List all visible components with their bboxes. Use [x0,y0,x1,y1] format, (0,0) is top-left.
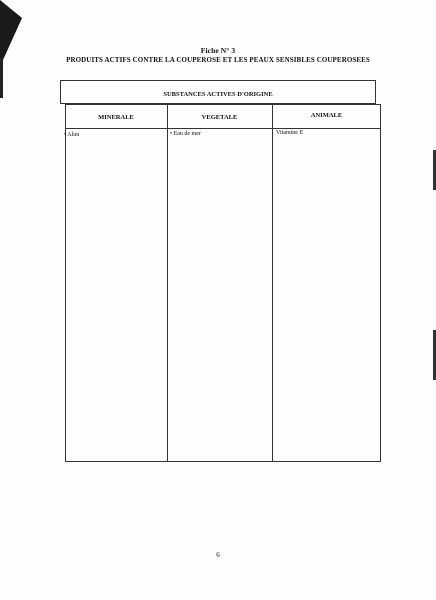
column-heading-animale: ANIMALE [310,112,343,119]
column-heading-minerale: MINERALE [98,114,134,121]
page-number: 6 [216,551,220,559]
scan-edge-left [0,58,3,98]
column-divider-2 [272,104,273,461]
cell-minerale-item: • Alun [64,132,80,138]
fiche-title: Fiche N° 3 [200,46,236,55]
substances-table [65,104,381,462]
column-heading-vegetale: VEGETALE [201,114,238,121]
table-header: SUBSTANCES ACTIVES D'ORIGINE [163,91,273,98]
cell-animale-item: Vitamine E [276,130,304,136]
fiche-subtitle: PRODUITS ACTIFS CONTRE LA COUPEROSE ET LES PEAUX SENSIBLES COUPEROSEES [66,56,370,64]
column-divider-1 [167,104,168,461]
cell-vegetale-item: • Eau de mer [170,131,201,137]
heading-row-divider [65,128,381,129]
